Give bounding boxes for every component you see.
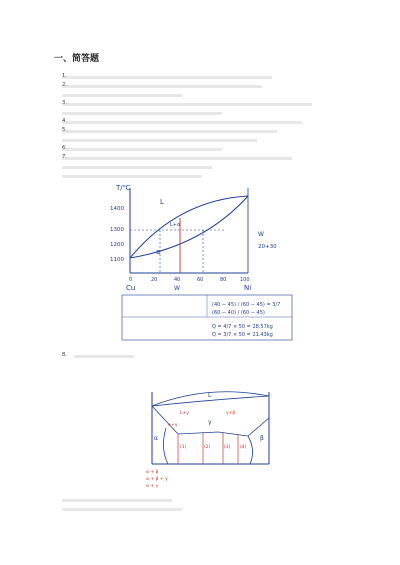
question-8-line: 8. — [62, 352, 67, 358]
fig2-legend-2: α + β + γ — [146, 477, 168, 482]
illegible-text-q8 — [74, 355, 134, 358]
fig2-label-2: (2) — [204, 445, 211, 450]
illegible-text-6 — [62, 121, 302, 124]
x-tick-20: 20 — [151, 277, 158, 283]
question-line-4: 3. — [62, 100, 67, 106]
fig2-label-alpha: α — [154, 435, 158, 442]
phase-label-l-alpha: L+α — [170, 222, 181, 228]
question-line-6: 4. — [62, 118, 67, 124]
answer-row-1: (40 − 45) / (60 − 45) = 3/7 — [212, 302, 281, 308]
fig2-label-1: (1) — [180, 445, 187, 450]
y-tick-1100: 1100 — [110, 257, 124, 263]
x-tick-80: 80 — [220, 277, 227, 283]
illegible-text-5 — [62, 112, 222, 115]
fig2-legend-1: α + β — [146, 470, 159, 475]
fig2-legend-3: α + γ — [146, 484, 159, 488]
fig2-label-3: (3) — [224, 445, 231, 450]
illegible-text-8 — [62, 139, 257, 142]
illegible-text-1 — [62, 76, 272, 79]
question-line-1: 1. — [62, 73, 67, 79]
y-tick-1400: 1400 — [110, 206, 124, 212]
question-line-9: 6. — [62, 145, 67, 151]
fig2-label-beta: β — [260, 435, 264, 442]
x-tick-0: 0 — [129, 277, 133, 283]
question-line-10: 7. — [62, 154, 67, 160]
fig2-label-4: (4) — [240, 445, 247, 450]
x-axis-label: W — [174, 285, 180, 292]
illegible-text-11 — [62, 166, 212, 169]
illegible-answer-2 — [62, 508, 182, 511]
question-line-2: 2. — [62, 82, 67, 88]
x-tick-100: 100 — [240, 277, 250, 283]
x-tick-60: 60 — [197, 277, 204, 283]
question-line-7: 5. — [62, 127, 67, 133]
fig2-label-l: L — [208, 392, 212, 399]
illegible-text-7 — [62, 130, 277, 133]
section-heading: 一、简答题 — [54, 54, 100, 64]
illegible-text-2 — [62, 85, 262, 88]
phase-label-alpha: α — [156, 248, 161, 256]
phase-diagram-2 — [138, 388, 283, 488]
y-tick-1200: 1200 — [110, 242, 124, 248]
illegible-text-4 — [62, 103, 312, 106]
illegible-text-9 — [62, 148, 222, 151]
y-tick-1300: 1300 — [110, 227, 124, 233]
illegible-answer-1 — [62, 499, 172, 502]
element-ni: Ni — [244, 284, 252, 292]
answer-row-4: Q = 3/7 × 50 = 21.43kg — [212, 332, 273, 338]
fig2-label-alpha-gamma: α+γ — [168, 423, 178, 428]
element-cu: Cu — [126, 284, 136, 292]
answer-row-2: (60 − 40) / (60 − 45) — [212, 310, 265, 316]
fig2-label-gamma-beta: γ+β — [226, 411, 236, 416]
illegible-text-10 — [62, 157, 292, 160]
fig2-label-gamma: γ — [208, 419, 212, 426]
x-tick-40: 40 — [174, 277, 181, 283]
phase-label-l: L — [160, 198, 164, 206]
cu-ni-phase-diagram — [108, 178, 308, 343]
y-axis-label: T/℃ — [116, 184, 131, 192]
formula-denominator: 20+30 — [258, 244, 277, 250]
fig2-label-l-gamma: L+γ — [180, 411, 189, 416]
illegible-text-3 — [62, 94, 182, 97]
answer-row-3: Q = 4/7 × 50 = 28.57kg — [212, 324, 273, 330]
formula-text: W — [258, 231, 264, 238]
